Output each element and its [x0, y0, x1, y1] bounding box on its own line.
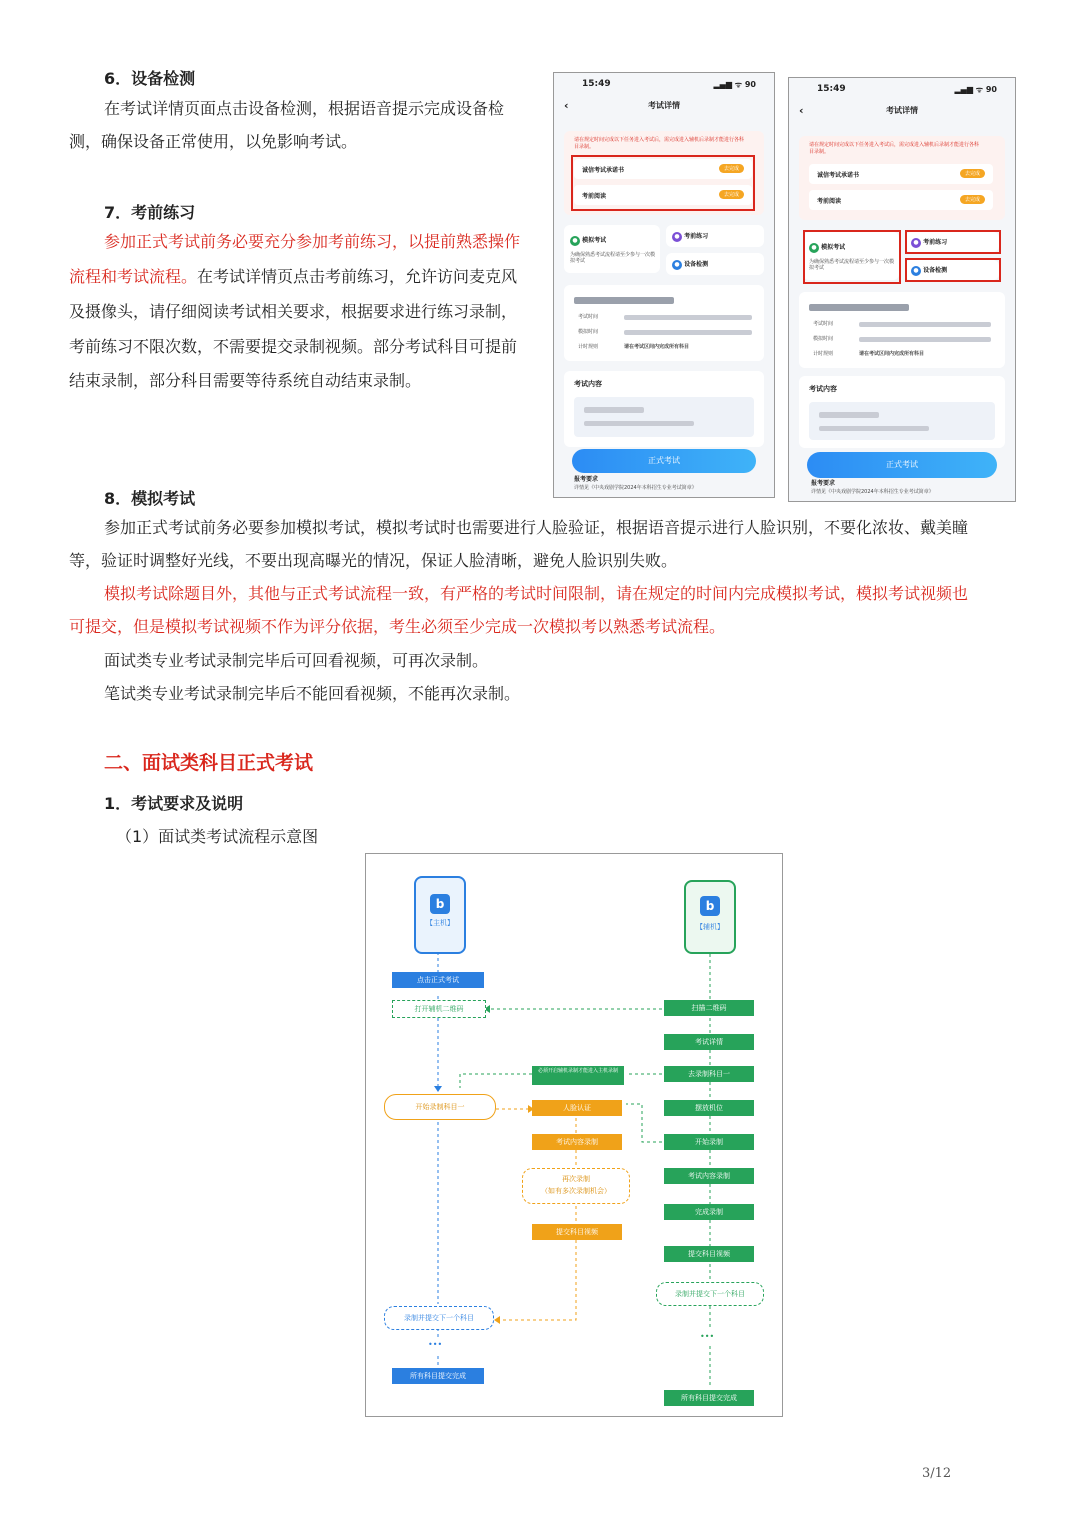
flow-click-formal: 点击正式考试 — [392, 972, 484, 988]
section-8-title: 8．模拟考试 — [104, 489, 196, 508]
task2-label: 考前阅读 — [582, 193, 607, 200]
sec8-p1a: 参加正式考试前务必要参加模拟考试，模拟考试时也需要进行人脸验证，根据语音提示进行人脸识别，不要化浓妆、戴美瞳 — [104, 518, 969, 537]
sec6-line1: 在考试详情页面点击设备检测，根据语音提示完成设备检 — [104, 99, 505, 118]
blurred-exam-time — [859, 322, 991, 327]
mock-icon: ● — [809, 243, 819, 253]
mock-label: 模拟考试 — [582, 237, 607, 244]
practice-icon: ● — [911, 238, 921, 248]
exam-info-card — [799, 292, 1005, 368]
sec8-p4: 笔试类专业考试录制完毕后不能回看视频，不能再次录制。 — [104, 684, 521, 703]
blurred-subject-desc — [819, 426, 929, 431]
flow-rerecord-label: 再次录制 — [562, 1175, 590, 1183]
sec7-line5: 结束录制，部分科目需要等待系统自动结束录制。 — [69, 371, 422, 390]
highlight-box-tasks — [571, 155, 755, 211]
mock-label: 模拟考试 — [821, 244, 846, 251]
flow-note: 必须开启辅机录制才能进入主机录制 — [532, 1066, 624, 1085]
aux-device-label: 【辅机】 — [696, 923, 724, 931]
mock-time-label: 模拟时间 — [813, 336, 834, 342]
timing-rule-label: 计时规则 — [813, 351, 834, 357]
part2-caption: （1）面试类考试流程示意图 — [116, 827, 319, 846]
flow-go-record: 去录制科目一 — [664, 1066, 754, 1082]
device-check-card[interactable] — [666, 253, 764, 275]
task-notice: 请在规定时间完成以下任务进入考试后，需完成进入辅机后录制才能进行各科目录制。 — [809, 142, 980, 155]
exam-time-label: 考试时间 — [578, 314, 599, 320]
blurred-subject — [819, 412, 879, 418]
device-icon: ● — [911, 266, 921, 276]
blurred-mock-time — [624, 330, 752, 335]
task2-done-tag[interactable]: 去完成 — [960, 195, 985, 204]
timing-rule-value: 请在考试区间内完成所有科目 — [859, 351, 925, 357]
sec8-p1b: 等，验证时调整好光线，不要出现高曝光的情况，保证人脸清晰，避免人脸识别失败。 — [69, 551, 678, 570]
task2-label: 考前阅读 — [817, 198, 842, 205]
practice-card[interactable] — [666, 225, 764, 247]
blurred-subject — [584, 407, 644, 413]
highlight-box-mock — [803, 230, 901, 284]
device-icon: ● — [672, 260, 682, 270]
practice-icon: ● — [672, 232, 682, 242]
task-row-2[interactable] — [809, 190, 993, 210]
exam-content-card — [564, 371, 764, 447]
flow-finish-record: 完成录制 — [664, 1204, 754, 1220]
sec7-line1: 参加正式考试前务必要充分参加考前练习，以提前熟悉操作 — [104, 232, 521, 251]
sec6-line2: 测，确保设备正常使用，以免影响考试。 — [69, 132, 358, 151]
sec7-line2-rest: 在考试详情页点击考前练习，允许访问麦克风 — [197, 267, 518, 286]
practice-label: 考前练习 — [684, 233, 709, 240]
flow-face-auth: 人脸认证 — [532, 1100, 622, 1116]
sec7-line2 — [69, 260, 517, 294]
blurred-subject-desc — [584, 421, 694, 426]
mock-desc: 为确保熟悉考试流程请至少参与一次模拟考试 — [809, 259, 895, 271]
practice-label: 考前练习 — [923, 239, 948, 246]
task-row-1[interactable] — [809, 164, 993, 184]
flow-exam-detail: 考试详情 — [664, 1034, 754, 1050]
flow-submit-right: 提交科目视频 — [664, 1246, 754, 1262]
req-text: 详情见《中央戏剧学院2024年本科招生专业考试简章》 — [811, 489, 934, 495]
sec8-p2a: 模拟考试除题目外，其他与正式考试流程一致，有严格的考试时间限制，请在规定的时间内完成模拟考试，模拟考试视频也 — [104, 584, 969, 603]
flow-start-record: 开始录制科目一 — [384, 1094, 496, 1120]
req-title: 报考要求 — [574, 476, 599, 483]
formal-exam-button[interactable]: 正式考试 — [807, 452, 997, 478]
status-icons: ▂▄▆ ᯤ 90 — [954, 85, 997, 94]
mock-icon: ● — [570, 236, 580, 246]
blurred-title — [574, 297, 674, 304]
highlight-box-device — [905, 258, 1001, 282]
req-title: 报考要求 — [811, 480, 836, 487]
main-device — [414, 876, 466, 954]
subject-item[interactable] — [809, 402, 995, 440]
section-6-title: 6．设备检测 — [104, 69, 196, 88]
flow-place-camera: 摆放机位 — [664, 1100, 754, 1116]
req-text: 详情见《中央戏剧学院2024年本科招生专业考试简章》 — [574, 485, 697, 491]
sec7-line2-red: 流程和考试流程。 — [69, 267, 198, 286]
device-label: 设备检测 — [684, 261, 709, 268]
blurred-exam-time — [624, 315, 752, 320]
back-icon[interactable]: ‹ — [564, 99, 569, 112]
phone-screenshot-2 — [788, 77, 1016, 502]
highlight-box-practice — [905, 230, 1001, 254]
exam-content-title: 考试内容 — [809, 385, 837, 393]
nav-title: 考试详情 — [648, 101, 680, 110]
main-device-label: 【主机】 — [426, 919, 454, 927]
task-card — [799, 136, 1005, 220]
mock-time-label: 模拟时间 — [578, 329, 599, 335]
mock-exam-card[interactable] — [564, 225, 660, 273]
flow-content-record-right: 考试内容录制 — [664, 1168, 754, 1184]
mock-desc: 为确保熟悉考试流程请至少参与一次模拟考试 — [570, 252, 656, 264]
part2-title: 二、面试类科目正式考试 — [104, 752, 314, 774]
app-logo-icon: b — [430, 894, 450, 914]
subject-item[interactable] — [574, 397, 754, 437]
flow-ellipsis-left: ••• — [428, 1340, 443, 1349]
exam-time-label: 考试时间 — [813, 321, 834, 327]
sec7-line4: 考前练习不限次数，不需要提交录制视频。部分考试科目可提前 — [69, 337, 518, 356]
flow-content-record-left: 考试内容录制 — [532, 1134, 622, 1150]
flow-submit-left: 提交科目视频 — [532, 1224, 622, 1240]
task-notice: 请在规定时间完成以下任务进入考试后，需完成进入辅机后录制才能进行各科目录制。 — [574, 137, 745, 150]
flow-scan-qr: 扫描二维码 — [664, 1000, 754, 1016]
flow-ellipsis-right: ••• — [700, 1332, 715, 1341]
sec8-p3: 面试类专业考试录制完毕后可回看视频，可再次录制。 — [104, 651, 489, 670]
blurred-mock-time — [859, 337, 991, 342]
app-logo-icon: b — [700, 896, 720, 916]
task2-done-tag[interactable]: 去完成 — [719, 190, 744, 199]
flow-diagram — [365, 853, 783, 1417]
sec8-p2b: 可提交，但是模拟考试视频不作为评分依据，考生必须至少完成一次模拟考以熟悉考试流程。 — [69, 617, 726, 636]
task1-done-tag[interactable]: 去完成 — [960, 169, 985, 178]
timing-rule-value: 请在考试区间内完成所有科目 — [624, 344, 690, 350]
flow-rerecord — [522, 1168, 630, 1204]
status-time: 15:49 — [817, 84, 846, 94]
flow-rerecord-note: （如有多次录制机会） — [541, 1187, 611, 1195]
exam-content-title: 考试内容 — [574, 380, 602, 388]
aux-device — [684, 880, 736, 954]
task1-label: 诚信考试承诺书 — [817, 172, 860, 179]
phone-screenshot-1 — [553, 72, 775, 498]
formal-exam-button[interactable]: 正式考试 — [572, 449, 756, 473]
exam-info-card — [564, 285, 764, 361]
flow-next-subject-right: 录制并提交下一个科目 — [656, 1282, 764, 1306]
flow-start-record-right: 开始录制 — [664, 1134, 754, 1150]
sec7-line3: 及摄像头，请仔细阅读考试相关要求，根据要求进行练习录制， — [69, 302, 518, 321]
blurred-title — [809, 304, 909, 311]
flow-all-done-left: 所有科目提交完成 — [392, 1368, 484, 1384]
status-icons: ▂▄▆ ᯤ 90 — [713, 80, 756, 89]
status-time: 15:49 — [582, 79, 611, 89]
timing-rule-label: 计时规则 — [578, 344, 599, 350]
flow-all-done-right: 所有科目提交完成 — [664, 1390, 754, 1406]
task1-done-tag[interactable]: 去完成 — [719, 164, 744, 173]
page-number: 3/12 — [922, 1466, 952, 1481]
nav-title: 考试详情 — [886, 106, 918, 115]
device-label: 设备检测 — [923, 267, 948, 274]
part2-sub1: 1．考试要求及说明 — [104, 794, 244, 813]
back-icon[interactable]: ‹ — [799, 104, 804, 117]
flow-open-qr: 打开辅机二维码 — [392, 1000, 486, 1018]
exam-content-card — [799, 376, 1005, 448]
task1-label: 诚信考试承诺书 — [582, 167, 625, 174]
section-7-title: 7．考前练习 — [104, 203, 196, 222]
flow-next-subject-left: 录制并提交下一个科目 — [384, 1306, 494, 1330]
